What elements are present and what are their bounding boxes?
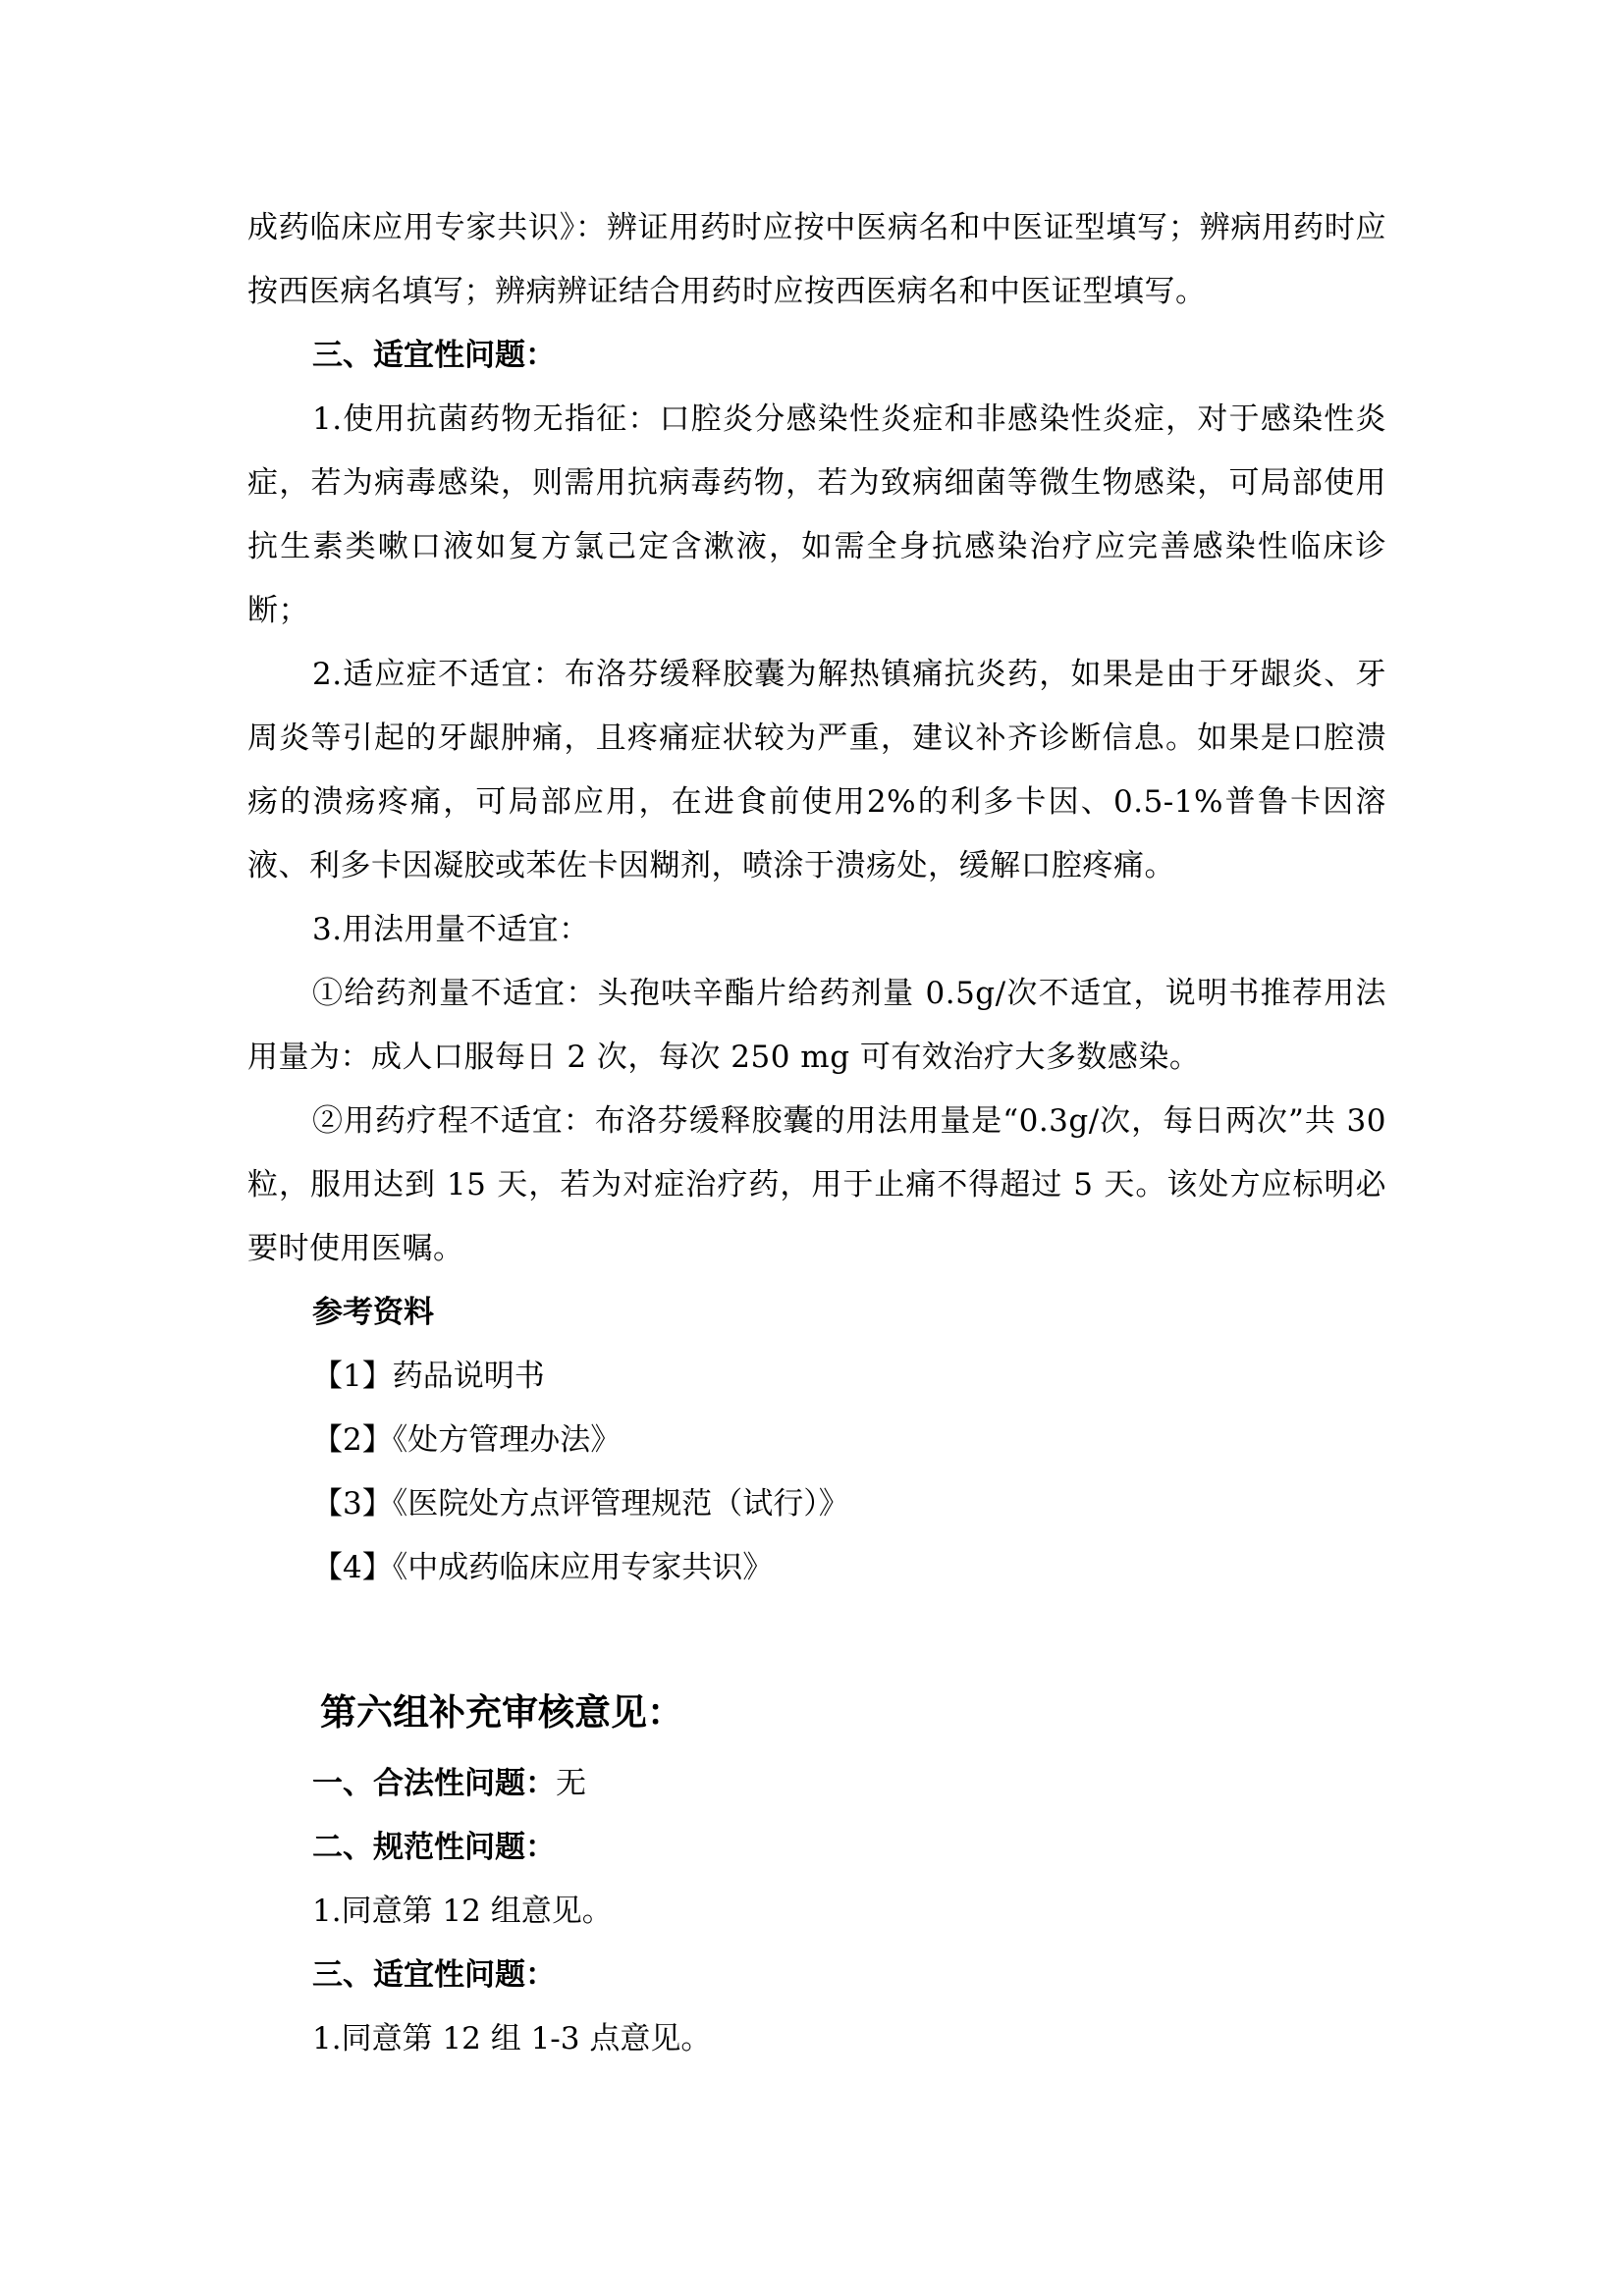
references-title: 参考资料 — [312, 1295, 434, 1330]
group6-suit-item: 1.同意第 12 组 1-3 点意见。 — [312, 2021, 712, 2056]
document-page — [247, 196, 1386, 2071]
group6-suit-title: 三、适宜性问题： — [312, 1957, 556, 1993]
section-title-suitability: 三、适宜性问题： — [312, 338, 556, 373]
reference-item: 【3】《医院处方点评管理规范（试行）》 — [312, 1486, 849, 1522]
group6-legal-value: 无 — [556, 1766, 586, 1801]
item-dose-unsuitable: ①给药剂量不适宜：头孢呋辛酯片给药剂量 0.5g/次不适宜，说明书推荐用法用量为：成人口服每日 2 次，每次 250 mg 可有效治疗大多数感染。 — [247, 976, 1386, 1075]
group6-legal-label: 一、合法性问题： — [312, 1766, 556, 1801]
group6-legal-row — [247, 1752, 1386, 1816]
reference-item: 【1】药品说明书 — [312, 1359, 545, 1394]
group6-norm-item: 1.同意第 12 组意见。 — [312, 1894, 613, 1929]
item-antibiotic-indication: 1.使用抗菌药物无指征：口腔炎分感染性炎症和非感染性炎症，对于感染性炎症，若为病毒感染，则需用抗病毒药物，若为致病细菌等微生物感染，可局部使用抗生素类嗽口液如复方氯己定含漱液，如需全身抗感染治疗应完善感染性临床诊断； — [247, 401, 1386, 628]
reference-item: 【2】《处方管理办法》 — [312, 1422, 622, 1458]
item-dosage-unsuitable: 3.用法用量不适宜： — [312, 912, 590, 947]
item-course-unsuitable: ②用药疗程不适宜：布洛芬缓释胶囊的用法用量是“0.3g/次，每日两次”共 30 粒，服用达到 15 天，若为对症治疗药，用于止痛不得超过 5 天。该处方应标明必要时使用医嘱。 — [247, 1103, 1386, 1266]
paragraph-diagnosis-rule: 成药临床应用专家共识》：辨证用药时应按中医病名和中医证型填写；辨病用药时应按西医病名填写；辨病辨证结合用药时应按西医病名和中医证型填写。 — [247, 210, 1386, 309]
reference-item: 【4】《中成药临床应用专家共识》 — [312, 1550, 774, 1585]
group6-title: 第六组补充审核意见： — [320, 1691, 683, 1734]
item-indication-unsuitable: 2.适应症不适宜：布洛芬缓释胶囊为解热镇痛抗炎药，如果是由于牙龈炎、牙周炎等引起的牙龈肿痛，且疼痛症状较为严重，建议补齐诊断信息。如果是口腔溃疡的溃疡疼痛，可局部应用，在进食前使用2%的利多卡因、0.5-1%普鲁卡因溶液、利多卡因凝胶或苯佐卡因糊剂，喷涂于溃疡处，缓解口腔疼痛。 — [247, 657, 1386, 883]
spacer — [247, 1600, 1386, 1674]
group6-norm-title: 二、规范性问题： — [312, 1830, 556, 1865]
